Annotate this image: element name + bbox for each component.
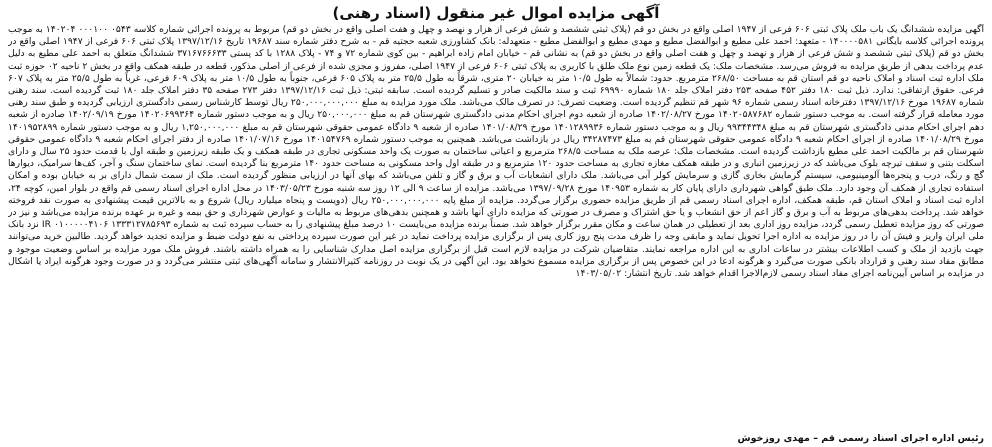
notice-signature: رئیس اداره اجرای اسناد رسمی قم – مهدی روزخوش [737,433,984,444]
notice-body: آگهی مزایده ششدانگ یک باب ملک پلاک ثبتی ۶۰۶ فرعی از ۱۹۴۷ اصلی واقع در بخش دو قم (پلاک ثبتی ششصد و شش فرعی از هزار و نهصد و چهل و هفت اصلی واقع در بخش دو قم) مربوط به پرونده اجرائی شماره کلاسه ۰۵۴۳ ۰۰۰۱۰۰ ۱۴۰۲۰۴ به موجب پرونده اجرائی کلاسه بایگانی ۱۴۰۰۰۰۵۸۱ - متعهد: احمد علی مطیع و ابوالفضل مطیع و مهدی مطیع و ابوالفضل مطیع - متعهدله: بانک کشاورزی شعبه حجتیه قم - به شرح دفتر شماره سند ۱۹۶۸۷ تاریخ ۱۳۹۷/۱۲/۱۶ پلاک ثبتی ۶۰۶ فرعی از ۱۹۴۷ اصلی واقع در بخش دو قم (پلاک ثبتی ششصد و شش فرعی از هزار و نهصد و چهل و هفت اصلی واقع در بخش دو قم) به نشانی قم - خیابان امام زاده ابراهیم - بین کوی شماره ۷۲ و ۷۴ - پلاک ۱۲۸۸ با کد پستی ۳۷۱۶۷۶۶۶۳۳ ششدانگ متعلق به احمد علی مطیع به دلیل عدم پرداخت بدهی از طریق مزایده به فروش می‌رسد. مشخصات ملک: یک قطعه زمین نوع ملک طلق با کاربری به پلاک ثبتی ۶۰۶ فرعی از ۱۹۴۷ اصلی، مفروز و مجزی شده از فرعی از اصلی مذکور، قطعه در طبقه همکف واقع در بخش ۲ ناحیه ۰۲ حوزه ثبت ملک اداره ثبت اسناد و املاک ناحیه دو قم استان قم به مساحت ۲۶۸/۵۰ مترمربع. حدود: شمالاً به طول ۱۰/۵ متر به خیابان ۲۰ متری، شرقاً به طول ۲۵/۵ متر به پلاک ۶۰۵ فرعی، جنوباً به طول ۱۰/۵ متر به پلاک ۶۰۹ فرعی، غرباً به طول ۲۵/۵ متر به پلاک ۶۰۷ فرعی. حقوق ارتفاقی: ندارد. ذیل ثبت ۱۸۰ دفتر ۴۵۲ صفحه ۲۵۳ دفتر املاک جلد ۱۸۰ شماره ۶۹۹۹۰ ثبت و سند مالکیت صادر و تسلیم گردیده است. سابقه ثبتی: ذیل ثبت ۱۳۹۷/۱۲/۱۶ دفتر ۲۷۳ صفحه ۳۵ دفتر املاک جلد ۱۸۰ ثبت گردیده است. سند رهنی شماره ۱۹۶۸۷ مورخ ۱۳۹۷/۱۲/۱۶ دفترخانه اسناد رسمی شماره ۹۶ شهر قم تنظیم گردیده است. وضعیت تصرف: در تصرف مالک می‌باشد. ملک مورد مزایده به مبلغ ۲۵۰,۰۰۰,۰۰۰,۰۰۰ ریال توسط کارشناس رسمی دادگستری ارزیابی گردیده و طبق سند رهنی مورد معامله قرار گرفته است. به موجب دستور شماره ۱۴۰۲۰۵۸۷۶۸۲ مورخ ۱۴۰۲/۰۸/۲۷ صادره از شعبه دوم اجرای احکام مدنی دادگستری شهرستان قم به مبلغ ۲۵۰,۰۰۰,۰۰۰ ریال و به موجب دستور شماره ۱۴۰۲۰۶۹۹۳۶۴ مورخ ۱۴۰۲/۰۹/۱۹ صادره از شعبه دهم اجرای احکام مدنی دادگستری شهرستان قم به مبلغ ۹۹۳۴۴۳۴۸ ریال و به موجب دستور شماره ۱۴۰۱۲۸۹۹۳۶ مورخ ۱۴۰۱/۰۸/۲۹ صادره از شعبه ۹ دادگاه عمومی حقوقی شهرستان قم به مبلغ ۱,۲۵۰,۰۰۰,۰۰۰ ریال و به موجب دستور شماره ۱۴۰۱۹۵۲۸۹۹ مورخ ۱۴۰۱/۰۸/۲۹ صادره از اجرای احکام شعبه ۹ دادگاه عمومی حقوقی شهرستان قم به مبلغ ۳۴۲۸۷۴۷۳ ریال در بازداشت می‌باشد. همچنین به موجب دستور شماره ۱۴۰۱۵۴۷۶۹ مورخ ۱۴۰۱/۰۷/۱۶ صادره از دفتر اجرای احکام شعبه ۹ دادگاه عمومی حقوقی شهرستان قم بر مالکیت احمد علی مطیع بازداشت گردیده است. مشخصات ملک: عرصه ملک به مساحت ۲۶۸/۵ مترمربع و اعیانی ساختمان به صورت یک واحد مسکونی تجاری در طبقه همکف و یک طبقه زیرزمین و طبقه اول با قدمت حدود ۲۵ سال و دارای اسکلت بتنی و سقف تیرچه بلوک می‌باشد که در زیرزمین انباری و در طبقه همکف مغازه تجاری به مساحت حدود ۱۲۰ مترمربع و در طبقه اول واحد مسکونی به مساحت حدود ۱۴۰ مترمربع بنا گردیده است. نمای ساختمان سنگ و آجر، کف‌ها سرامیک، دیوارها گچ و رنگ، درب و پنجره‌ها آلومینیومی، سیستم گرمایش بخاری گازی و سرمایش کولر آبی می‌باشد. ملک دارای انشعابات آب و برق و گاز و تلفن می‌باشد که بهای آنها در ارزیابی منظور گردیده است. ملک از سمت شمال دارای بر به خیابان بوده و امکان استفاده تجاری از همکف آن وجود دارد. ملک طبق گواهی شهرداری دارای پایان کار به شماره ۱۴۰۹۵۳ مورخ ۱۳۹۷/۰۹/۲۸ می‌باشد. مزایده از ساعت ۹ الی ۱۲ روز سه شنبه مورخ ۱۴۰۳/۰۵/۲۳ در محل اداره اجرای اسناد رسمی قم واقع در بلوار امین، کوچه ۲۴، اداره ثبت اسناد و املاک استان قم، طبقه همکف، اداره اجرای اسناد رسمی قم از طریق مزایده حضوری برگزار می‌گردد. مزایده از مبلغ پایه ۲۵۰,۰۰۰,۰۰۰,۰۰۰ ریال (دویست و پنجاه میلیارد ریال) شروع و به بالاترین قیمت پیشنهادی به صورت نقد فروخته خواهد شد. پرداخت بدهی‌های مربوط به آب و برق و گاز اعم از حق انشعاب و یا حق اشتراک و مصرف در صورتی که مزایده دارای آنها باشد و همچنین بدهی‌های مربوط به مالیات و عوارض شهرداری و حق بیمه و غیره بر عهده برنده مزایده می‌باشد و نیز در صورتی که روز مزایده تعطیل رسمی گردد، مزایده روز اداری بعد از تعطیلی در همان ساعت و مکان مقرر برگزار خواهد شد. ضمناً برنده مزایده می‌بایست ۱۰ درصد مبلغ پیشنهادی را به حساب سپرده ثبت به شماره IR ۰۱۰۰۰۰۰۴۱۰۶ ۱۳۳۳۱۲۷۸۵۶۹۳ نزد بانک ملی ایران واریز و فیش آن را در روز مزایده به اداره اجرا تحویل نماید و مابقی وجه را ظرف مدت پنج روز کاری پس از برگزاری مزایده پرداخت نماید در غیر این صورت سپرده پرداختی به نفع دولت ضبط و مزایده تجدید خواهد گردید. طالبین خرید می‌توانند جهت بازدید از ملک و کسب اطلاعات بیشتر در ساعات اداری به این اداره مراجعه نمایند. متقاضیان شرکت در مزایده لازم است قبل از برگزاری مزایده اصل مدارک شناسایی را به همراه داشته باشند. فروش ملک مورد مزایده بر اساس وضعیت موجود و مطابق مفاد سند رهنی و قرارداد بانکی صورت می‌گیرد و هرگونه ادعا در این خصوص پس از برگزاری مزایده مسموع نخواهد بود. این آگهی در یک نوبت در روزنامه کثیرالانتشار و سامانه آگهی‌های ثبتی منتشر می‌گردد و در صورت وجود هرگونه ایراد یا اشکال در مزایده بر اساس آیین‌نامه اجرای مفاد اسناد رسمی لازم‌الاجرا اقدام خواهد شد. تاریخ انتشار: ۱۴۰۳/۰۵/۰۲ [8,24,984,280]
notice-title: آگهی مزایده اموال غیر منقول (اسناد رهنی) [332,4,660,22]
